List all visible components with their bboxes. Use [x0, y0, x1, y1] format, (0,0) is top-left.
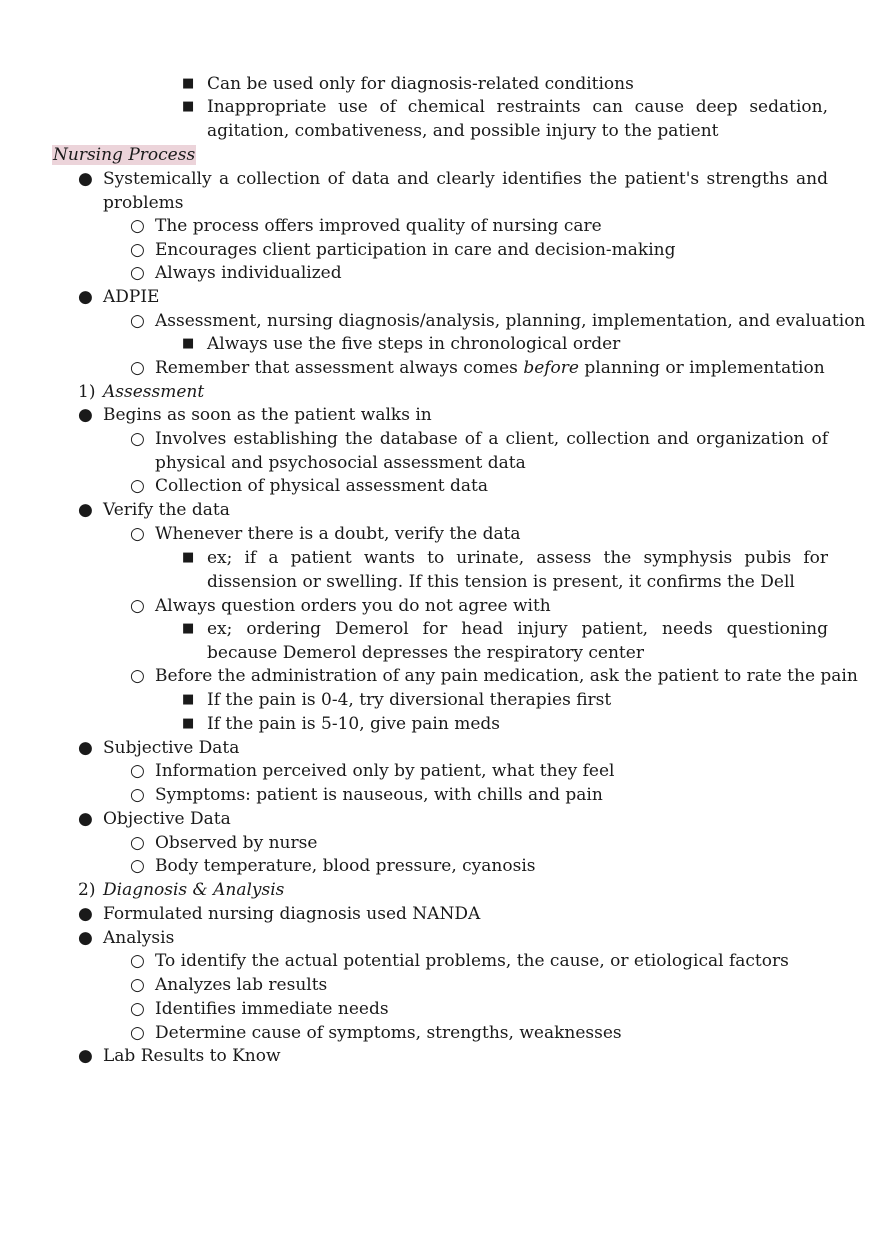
- list-item: ○ Always individualized: [130, 263, 342, 283]
- circle-bullet: ○: [130, 263, 145, 283]
- list-item: ○ Information perceived only by patient, what they feel: [130, 761, 615, 781]
- list-item: ○ To identify the actual potential problems, the cause, or etiological factors: [130, 951, 789, 971]
- list-item: ○ Involves establishing the database of a client, collection and organization of physical and psychosocial assessment data: [130, 429, 828, 473]
- circle-bullet: ○: [130, 999, 145, 1019]
- list-item: ○ Encourages client participation in care and decision-making: [130, 240, 676, 260]
- list-item: ○ The process offers improved quality of nursing care: [130, 216, 602, 236]
- list-item: ○ Symptoms: patient is nauseous, with chills and pain: [130, 785, 603, 805]
- square-bullet: ■: [182, 336, 195, 351]
- disc-bullet: ●: [78, 738, 93, 758]
- list-item: ● ADPIE: [78, 287, 160, 307]
- list-item: ○ Determine cause of symptoms, strengths, weaknesses: [130, 1023, 622, 1043]
- circle-bullet: ○: [130, 240, 145, 260]
- square-bullet: ■: [182, 621, 195, 636]
- number-marker: 2): [78, 880, 96, 900]
- list-item: ○ Assessment, nursing diagnosis/analysis, planning, implementation, and evaluation: [130, 311, 866, 331]
- circle-bullet: ○: [130, 476, 145, 496]
- list-item: ■ Inappropriate use of chemical restraints can cause deep sedation, agitation, combativeness, and possible injury to the patient: [182, 97, 828, 141]
- list-item: ○ Remember that assessment always comes before planning or implementation: [130, 358, 825, 378]
- circle-bullet: ○: [130, 856, 145, 876]
- square-bullet: ■: [182, 550, 195, 565]
- heading-nursing-process: Nursing Process: [53, 145, 196, 165]
- section-heading: [52, 143, 196, 167]
- disc-bullet: ●: [78, 904, 93, 924]
- square-bullet: ■: [182, 692, 195, 707]
- circle-bullet: ○: [130, 833, 145, 853]
- list-item: ● Begins as soon as the patient walks in: [78, 405, 432, 425]
- list-item: ■ If the pain is 0-4, try diversional therapies first: [182, 690, 612, 710]
- disc-bullet: ●: [78, 809, 93, 829]
- disc-bullet: ●: [78, 405, 93, 425]
- number-marker: 1): [78, 382, 96, 402]
- disc-bullet: ●: [78, 169, 93, 189]
- circle-bullet: ○: [130, 975, 145, 995]
- circle-bullet: ○: [130, 311, 145, 331]
- circle-bullet: ○: [130, 761, 145, 781]
- list-item: ● Formulated nursing diagnosis used NANDA: [78, 904, 481, 924]
- list-item: ○ Identifies immediate needs: [130, 999, 389, 1019]
- list-item: ● Verify the data: [78, 500, 230, 520]
- list-item: ■ If the pain is 5-10, give pain meds: [182, 714, 501, 734]
- circle-bullet: ○: [130, 524, 145, 544]
- square-bullet: ■: [182, 99, 195, 114]
- disc-bullet: ●: [78, 1046, 93, 1066]
- list-item: ○ Whenever there is a doubt, verify the data: [130, 524, 521, 544]
- heading-diagnosis: Diagnosis & Analysis: [103, 880, 285, 900]
- list-item: ■ Can be used only for diagnosis-related conditions: [182, 74, 634, 94]
- heading-assessment: Assessment: [103, 382, 205, 402]
- circle-bullet: ○: [130, 358, 145, 378]
- square-bullet: ■: [182, 76, 195, 91]
- disc-bullet: ●: [78, 287, 93, 307]
- circle-bullet: ○: [130, 429, 145, 449]
- list-item: ● Subjective Data: [78, 738, 240, 758]
- list-item: ■ ex; if a patient wants to urinate, assess the symphysis pubis for dissension or swelling. If this tension is present, it confirms the Dell: [182, 548, 828, 592]
- section-heading: [78, 878, 285, 902]
- list-item: ○ Collection of physical assessment data: [130, 476, 489, 496]
- list-item: ○ Always question orders you do not agree with: [130, 596, 551, 616]
- list-item: ○ Before the administration of any pain medication, ask the patient to rate the pain: [130, 666, 858, 686]
- circle-bullet: ○: [130, 951, 145, 971]
- list-item: ■ Always use the five steps in chronological order: [182, 334, 621, 354]
- list-item: ● Lab Results to Know: [78, 1046, 281, 1066]
- square-bullet: ■: [182, 716, 195, 731]
- list-item: ○ Body temperature, blood pressure, cyanosis: [130, 856, 536, 876]
- disc-bullet: ●: [78, 928, 93, 948]
- circle-bullet: ○: [130, 785, 145, 805]
- circle-bullet: ○: [130, 596, 145, 616]
- disc-bullet: ●: [78, 500, 93, 520]
- circle-bullet: ○: [130, 666, 145, 686]
- section-heading: [78, 380, 205, 404]
- circle-bullet: ○: [130, 1023, 145, 1043]
- circle-bullet: ○: [130, 216, 145, 236]
- list-item: ■ ex; ordering Demerol for head injury patient, needs questioning because Demerol depresses the respiratory center: [182, 619, 828, 663]
- list-item: ● Analysis: [78, 928, 175, 948]
- list-item: ○ Analyzes lab results: [130, 975, 328, 995]
- list-item: ● Objective Data: [78, 809, 231, 829]
- list-item: ● Systemically a collection of data and clearly identifies the patient's strengths and problems: [78, 169, 828, 213]
- list-item: ○ Observed by nurse: [130, 833, 318, 853]
